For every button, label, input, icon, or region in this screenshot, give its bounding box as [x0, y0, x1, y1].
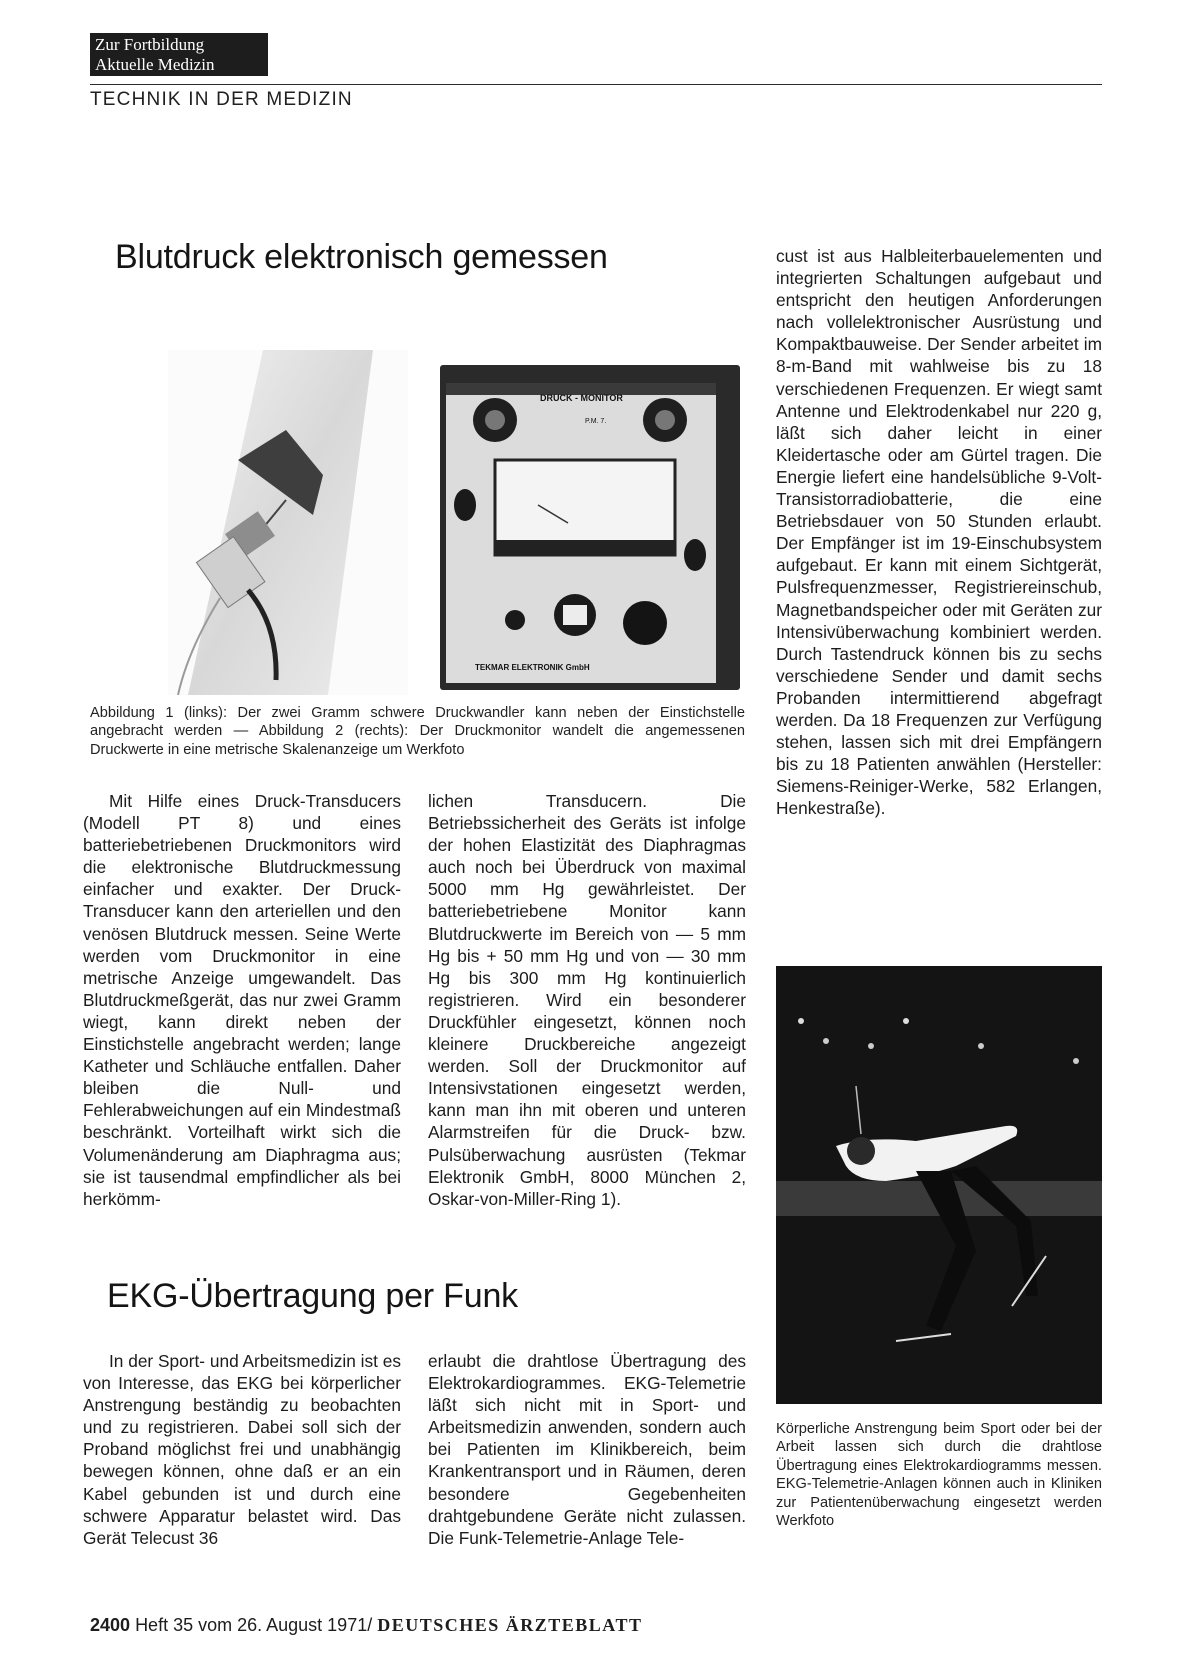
pressure-monitor-illustration	[440, 365, 740, 690]
article2-title: EKG-Übertragung per Funk	[107, 1277, 518, 1315]
issue-info: Heft 35 vom 26. August 1971/	[135, 1615, 373, 1635]
journal-name: DEUTSCHES ÄRZTEBLATT	[377, 1615, 643, 1635]
page-number: 2400	[90, 1615, 131, 1635]
monitor-label: DRUCK - MONITOR	[540, 393, 623, 403]
page-footer	[90, 1615, 642, 1636]
section-badge	[90, 33, 268, 76]
rubric-title: TECHNIK IN DER MEDIZIN	[90, 89, 353, 110]
section-label-1: Zur Fortbildung	[95, 35, 205, 54]
monitor-model: P.M. 7.	[585, 418, 607, 425]
article1-column-2: lichen Transducern. Die Betriebssicherheit des Geräts ist infolge der hohen Elastizität des Diaphragmas auch noch bei Überdruck von maximal 5000 mm Hg gewährleistet. Der batteriebetriebene Monitor kann Blutdruckwerte im Bereich von — 5 mm Hg bis + 50 mm Hg und von — 30 mm Hg bis 300 mm Hg kontinuierlich registrieren. Wird ein besonderer Druckfühler eingesetzt, können noch kleinere Druckbereiche angezeigt werden. Soll der Druckmonitor auf Intensivstationen eingesetzt werden, kann man ihn mit oberen und unteren Alarmstreifen für die Druck- bzw. Pulsüberwachung ausrüsten (Tekmar Elektronik GmbH, 8000 München 2, Oskar-von-Miller-Ring 1).	[428, 791, 746, 1209]
skater-caption: Körperliche Anstrengung beim Sport oder bei der Arbeit lassen sich durch die drahtlose Übertragung eines Elektrokardiogramms messen. EKG-Telemetrie-Anlagen können auch in Kliniken zur Patientenüberwachung eingesetzt werden Werkfoto	[776, 1421, 1102, 1530]
header-rule	[90, 84, 1102, 85]
monitor-photo	[440, 365, 740, 690]
article1-column-1: Mit Hilfe eines Druck-Transducers (Modell PT 8) und eines batteriebetriebenen Druckmonitors wird die elektronische Blutdruckmessung einfacher und exakter. Der Druck-Transducer kann den arteriellen und den venösen Blutdruck messen. Seine Werte werden vom Druckmonitor in eine metrische Anzeige umgewandelt. Das Blutdruckmeßgerät, das nur zwei Gramm wiegt, kann direkt neben der Einstichstelle angebracht werden; lange Katheter und Schläuche entfallen. Daher bleiben die Null- und Fehlerabweichungen auf ein Mindestmaß beschränkt. Vorteilhaft wirkt sich die Volumenänderung am Diaphragma aus; sie ist tausendmal empfindlicher als bei herkömm-	[83, 791, 401, 1209]
skater-photo	[776, 966, 1102, 1404]
article1-title: Blutdruck elektronisch gemessen	[115, 238, 608, 276]
monitor-brand: TEKMAR ELEKTRONIK GmbH	[475, 663, 590, 672]
article2-column-2: erlaubt die drahtlose Übertragung des Elektrokardiogrammes. EKG-Telemetrie läßt sich nicht mit in Sport- und Arbeitsmedizin anwenden, sondern auch bei Patienten im Klinikbereich, beim Krankentransport und in Räumen, deren besondere Gegebenheiten drahtgebundene Geräte nicht zulassen. Die Funk-Telemetrie-Anlage Tele-	[428, 1351, 746, 1548]
article2-column-3: cust ist aus Halbleiterbauelementen und integrierten Schaltungen aufgebaut und entspricht den heutigen Anforderungen nach vollelektronischer Ausrüstung und Kompaktbauweise. Der Sender arbeitet im 8-m-Band mit wahlweise bis zu 18 verschiedenen Frequenzen. Er wiegt samt Antenne und Elektrodenkabel nur 220 g, läßt sich daher leicht in einer Kleidertasche oder am Gürtel tragen. Die Energie liefert eine handelsübliche 9-Volt-Transistorradiobatterie, die eine Betriebsdauer von 50 Stunden erlaubt. Der Empfänger ist im 19-Einschubsystem aufgebaut. Er kann mit einem Sichtgerät, Pulsfrequenzmesser, Registriereinschub, Magnetbandspeicher oder mit Geräten zur Intensivüberwachung kombiniert werden. Durch Tastendruck können bis zu sechs verschiedene Sender und damit sechs Probanden intermittierend abgefragt werden. Da 18 Frequenzen zur Verfügung stehen, lassen sich mit drei Empfängern bis zu 18 Patienten anwählen (Hersteller: Siemens-Reiniger-Werke, 582 Erlangen, Henkestraße).	[776, 246, 1102, 819]
figure-caption: Abbildung 1 (links): Der zwei Gramm schwere Druckwandler kann neben der Einstichstelle angebracht werden — Abbildung 2 (rechts): Der Druckmonitor wandelt die angemessenen Druckwerte in eine metrische Skalenanzeige um Werkfoto	[90, 705, 745, 758]
transducer-illustration	[168, 350, 408, 695]
transducer-photo	[168, 350, 408, 695]
speed-skater-illustration	[776, 966, 1102, 1404]
article2-column-1: In der Sport- und Arbeitsmedizin ist es von Interesse, das EKG bei körperlicher Anstrengung beständig zu beobachten und zu registrieren. Dabei soll sich der Proband möglichst frei und unabhängig bewegen können, ohne daß er an ein Kabel gebunden ist und durch eine schwere Apparatur belastet wird. Das Gerät Telecust 36	[83, 1351, 402, 1548]
section-label-2: Aktuelle Medizin	[95, 55, 215, 74]
